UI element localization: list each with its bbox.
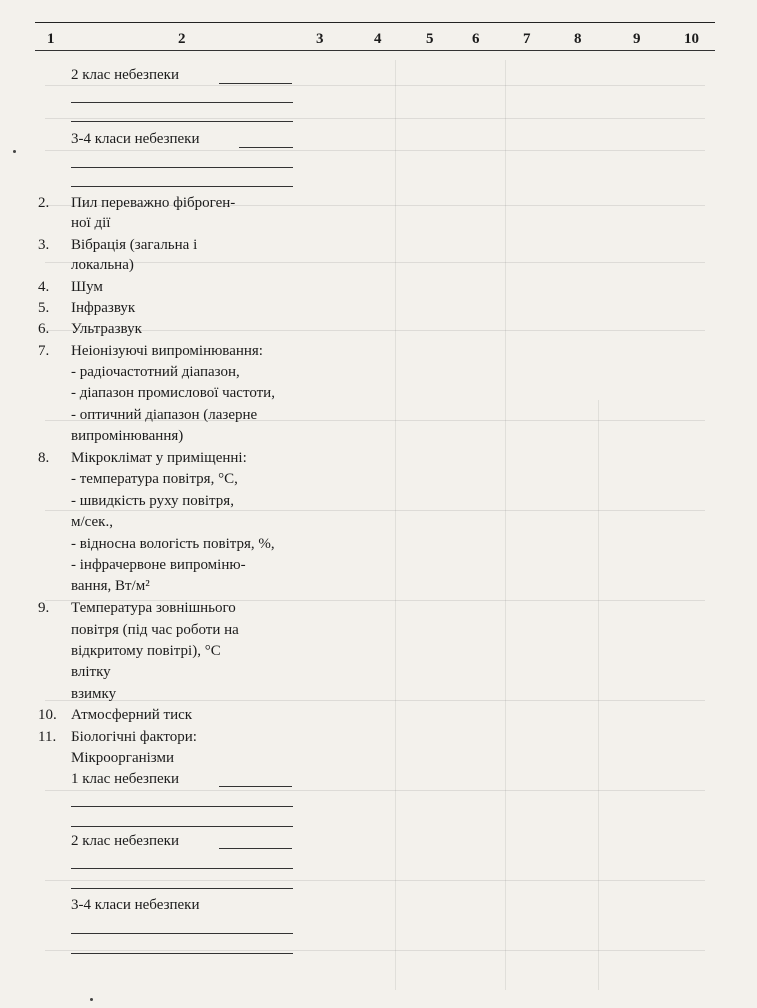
blank-line bbox=[71, 868, 293, 869]
item-optical-range: - оптичний діапазон (лазерне bbox=[71, 407, 258, 423]
item-number: 5. bbox=[38, 300, 50, 316]
column-number-8: 8 bbox=[574, 31, 582, 47]
item-fibrogenic-dust-cont: ної дії bbox=[71, 215, 111, 231]
column-number-4: 4 bbox=[374, 31, 382, 47]
item-radiofrequency-range: - радіочастотний діапазон, bbox=[71, 364, 240, 380]
item-infrared-radiation: - інфрачервоне випроміню- bbox=[71, 557, 246, 573]
item-ultrasound: Ультразвук bbox=[71, 321, 142, 337]
blank-line bbox=[71, 933, 293, 934]
blank-line bbox=[71, 186, 293, 187]
blank-line bbox=[71, 121, 293, 122]
item-non-ionizing-radiation: Неіонізуючі випромінювання: bbox=[71, 343, 263, 359]
item-indoor-microclimate: Мікроклімат у приміщенні: bbox=[71, 450, 247, 466]
item-air-velocity-cont: м/сек., bbox=[71, 514, 113, 530]
item-relative-humidity: - відносна вологість повітря, %, bbox=[71, 536, 275, 552]
item-number: 2. bbox=[38, 195, 50, 211]
item-number: 3. bbox=[38, 237, 50, 253]
table-header-rule bbox=[35, 50, 715, 51]
column-number-7: 7 bbox=[523, 31, 531, 47]
item-microorganisms: Мікроорганізми bbox=[71, 750, 175, 766]
item-industrial-frequency-range: - діапазон промислової частоти, bbox=[71, 385, 275, 401]
scan-speck bbox=[90, 998, 93, 1001]
item-vibration-cont: локальна) bbox=[71, 257, 134, 273]
column-number-9: 9 bbox=[633, 31, 641, 47]
item-outdoor-temperature-cont2: відкритому повітрі), °С bbox=[71, 643, 221, 659]
blank-line bbox=[71, 806, 293, 807]
item-outdoor-temperature: Температура зовнішнього bbox=[71, 600, 236, 616]
blank-line bbox=[71, 888, 293, 889]
item-winter: взимку bbox=[71, 686, 117, 702]
item-number: 7. bbox=[38, 343, 50, 359]
item-air-velocity: - швидкість руху повітря, bbox=[71, 493, 234, 509]
item-number: 10. bbox=[38, 707, 57, 723]
item-outdoor-temperature-cont1: повітря (під час роботи на bbox=[71, 622, 239, 638]
column-number-3: 3 bbox=[316, 31, 324, 47]
item-biological-factors: Біологічні фактори: bbox=[71, 729, 197, 745]
column-number-5: 5 bbox=[426, 31, 434, 47]
column-number-1: 1 bbox=[47, 31, 55, 47]
blank-line bbox=[219, 848, 292, 849]
column-number-10: 10 bbox=[684, 31, 699, 47]
item-number: 8. bbox=[38, 450, 50, 466]
item-number: 11. bbox=[38, 729, 57, 745]
item-infrasound: Інфразвук bbox=[71, 300, 136, 316]
blank-line bbox=[219, 786, 292, 787]
column-number-6: 6 bbox=[472, 31, 480, 47]
blank-line bbox=[219, 83, 292, 84]
table-top-rule bbox=[35, 22, 715, 23]
scan-speck bbox=[13, 150, 16, 153]
hazard-class-2-label: 2 клас небезпеки bbox=[71, 67, 179, 83]
item-number: 4. bbox=[38, 279, 50, 295]
hazard-class-3-4-label-bottom: 3-4 класи небезпеки bbox=[71, 897, 200, 913]
blank-line bbox=[239, 147, 293, 148]
hazard-class-1-label: 1 клас небезпеки bbox=[71, 771, 179, 787]
item-infrared-radiation-cont: вання, Вт/м² bbox=[71, 578, 150, 594]
item-vibration: Вібрація (загальна і bbox=[71, 237, 198, 253]
hazard-class-2-label-bottom: 2 клас небезпеки bbox=[71, 833, 179, 849]
item-number: 6. bbox=[38, 321, 50, 337]
item-number: 9. bbox=[38, 600, 50, 616]
column-number-2: 2 bbox=[178, 31, 186, 47]
blank-line bbox=[71, 102, 293, 103]
item-air-temperature: - температура повітря, °С, bbox=[71, 471, 238, 487]
item-atmospheric-pressure: Атмосферний тиск bbox=[71, 707, 193, 723]
item-summer: влітку bbox=[71, 664, 111, 680]
item-optical-range-cont: випромінювання) bbox=[71, 428, 184, 444]
blank-line bbox=[71, 953, 293, 954]
item-fibrogenic-dust: Пил переважно фіброген- bbox=[71, 195, 236, 211]
blank-line bbox=[71, 826, 293, 827]
hazard-class-3-4-label: 3-4 класи небезпеки bbox=[71, 131, 200, 147]
item-noise: Шум bbox=[71, 279, 103, 295]
blank-line bbox=[71, 167, 293, 168]
